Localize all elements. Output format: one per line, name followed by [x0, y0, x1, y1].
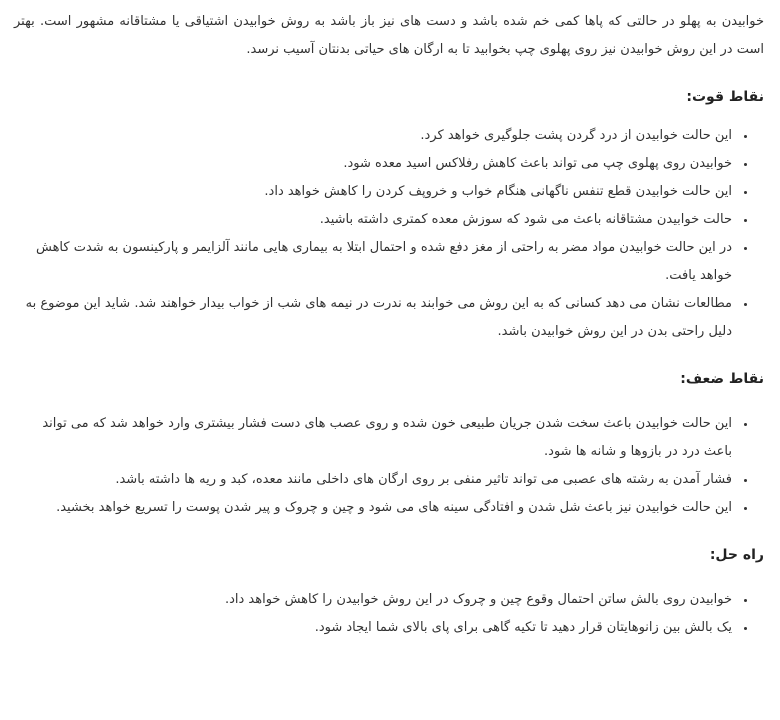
list-item: • مطالعات نشان می دهد کسانی که به این روش می خوابند به ندرت در نیمه های شب از خواب بیدار خواهند شد. شاید این موضوع به دلیل راحتی بدن در این روش خوابیدن باشد. — [14, 290, 734, 346]
intro-paragraph: خوابیدن به پهلو در حالتی که پاها کمی خم شده باشد و دست های نیز باز باشد به روش خوابیدن اشتیاقی یا مشتاقانه مشهور است. بهتر است در این روش خوابیدن نیز روی پهلوی چپ بخوابید تا به ارگان های حیاتی بدنتان آسیب نرسد. — [14, 14, 764, 57]
list-item: • حالت خوابیدن مشتاقانه باعث می شود که سوزش معده کمتری داشته باشید. — [14, 206, 734, 234]
weaknesses-heading: نقاط ضعف: — [680, 371, 764, 387]
solutions-list — [14, 586, 764, 642]
solutions-heading: راه حل: — [709, 547, 764, 563]
list-item: • این حالت خوابیدن قطع تنفس ناگهانی هنگام خواب و خروپف کردن را کاهش خواهد داد. — [14, 178, 734, 206]
strengths-list — [14, 122, 764, 346]
weaknesses-list — [14, 410, 764, 522]
list-item: • این حالت خوابیدن باعث سخت شدن جریان طبیعی خون شده و روی عصب های دست فشار بیشتری وارد خواهد شد که می تواند باعث درد در بازوها و شانه ها شود. — [14, 410, 734, 466]
list-item: • این حالت خوابیدن نیز باعث شل شدن و افتادگی سینه های می شود و چین و چروک و پیر شدن پوست را تسریع خواهد بخشید. — [14, 494, 734, 522]
list-item: • این حالت خوابیدن از درد گردن پشت جلوگیری خواهد کرد. — [14, 122, 734, 150]
list-item: • خوابیدن روی پهلوی چپ می تواند باعث کاهش رفلاکس اسید معده شود. — [14, 150, 734, 178]
list-item: • یک بالش بین زانوهایتان قرار دهید تا تکیه گاهی برای پای بالای شما ایجاد شود. — [14, 614, 734, 642]
strengths-heading: نقاط قوت: — [686, 89, 764, 105]
list-item: • در این حالت خوابیدن مواد مضر به راحتی از مغز دفع شده و احتمال ابتلا به بیماری هایی مانند آلزایمر و پارکینسون به شدت کاهش خواهد یافت. — [14, 234, 734, 290]
list-item: • فشار آمدن به رشته های عصبی می تواند تاثیر منفی بر روی ارگان های داخلی مانند معده، کبد و ریه ها داشته باشد. — [14, 466, 734, 494]
list-item: • خوابیدن روی بالش ساتن احتمال وقوع چین و چروک در این روش خوابیدن را کاهش خواهد داد. — [14, 586, 734, 614]
